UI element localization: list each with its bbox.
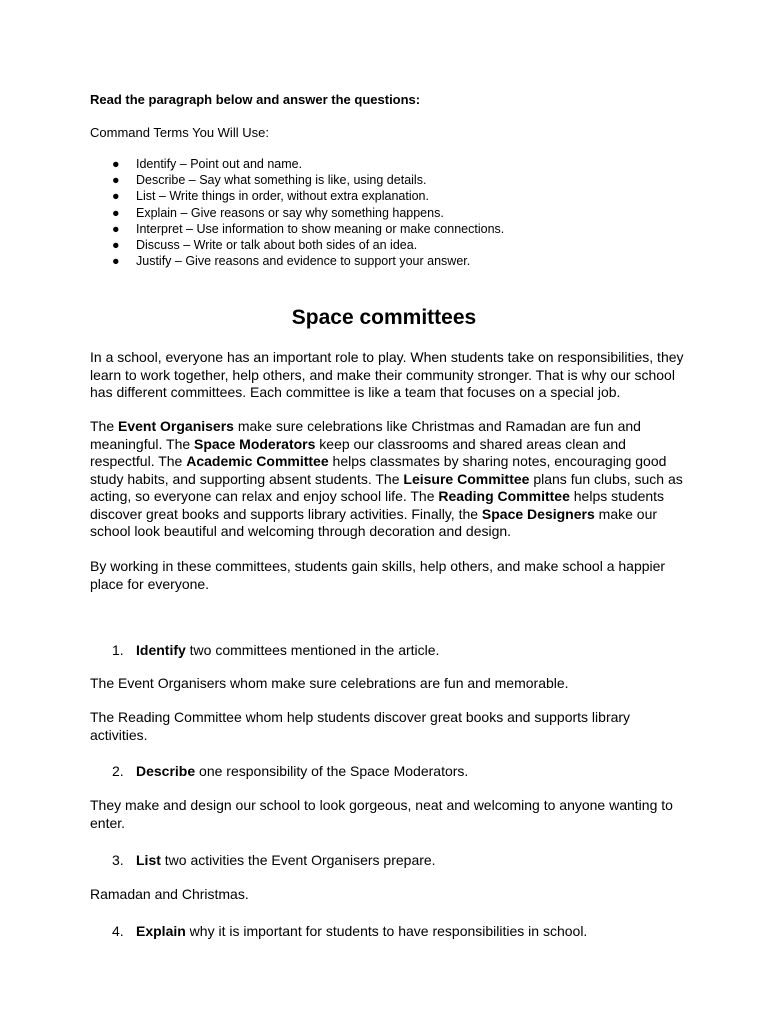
answer-text: The Event Organisers whom make sure celebrations are fun and memorable. bbox=[90, 675, 569, 691]
text-run: respectful. The bbox=[90, 453, 187, 469]
paragraph-line: In a school, everyone has an important role to play. When students take on responsibilities, they bbox=[90, 349, 684, 365]
question-prompt: two committees mentioned in the article. bbox=[185, 642, 440, 658]
list-item bbox=[90, 205, 504, 221]
paragraph-line bbox=[90, 436, 626, 454]
text-run: helps students bbox=[569, 488, 665, 504]
paragraph-line: By working in these committees, students gain skills, help others, and make school a happier bbox=[90, 558, 666, 574]
command-term: Explain bbox=[136, 923, 186, 939]
term-text: Identify – Point out and name. bbox=[136, 157, 303, 171]
term-text: List – Write things in order, without extra explanation. bbox=[136, 189, 429, 204]
term-text: Discuss – Write or talk about both sides of an idea. bbox=[136, 238, 418, 253]
command-term: Describe bbox=[136, 763, 196, 779]
answer-text: enter. bbox=[90, 815, 126, 831]
bullet-icon: ● bbox=[112, 205, 120, 220]
paragraph-line bbox=[90, 418, 641, 436]
committee-name: Reading Committee bbox=[438, 488, 570, 504]
text-run: make sure celebrations like Christmas and Ramadan are fun and bbox=[233, 418, 641, 434]
bullet-icon: ● bbox=[112, 173, 120, 188]
term-text: Justify – Give reasons and evidence to support your answer. bbox=[136, 254, 471, 269]
text-run: make our bbox=[594, 505, 658, 522]
paragraph-line bbox=[90, 453, 666, 471]
question-number: 4. bbox=[112, 923, 124, 939]
list-item bbox=[90, 237, 504, 253]
question-text bbox=[136, 851, 436, 869]
paragraph-line bbox=[90, 506, 657, 524]
article-title: Space committees bbox=[291, 306, 477, 329]
bullet-icon: ● bbox=[112, 254, 120, 269]
paragraph-line: learn to work together, help others, and make their community stronger. That is why our school bbox=[90, 366, 675, 383]
question-prompt: two activities the Event Organisers prepare. bbox=[160, 852, 436, 868]
answer-text: They make and design our school to look gorgeous, neat and welcoming to anyone wanting to bbox=[90, 797, 673, 813]
paragraph-line: place for everyone. bbox=[90, 575, 210, 592]
text-run: The bbox=[90, 418, 119, 434]
question-text bbox=[136, 922, 587, 940]
text-run: acting, so everyone can relax and enjoy school life. The bbox=[90, 488, 439, 504]
command-term: List bbox=[136, 852, 161, 868]
question-prompt: why it is important for students to have responsibilities in school. bbox=[185, 923, 588, 939]
question-text bbox=[136, 762, 468, 780]
list-item bbox=[90, 172, 504, 188]
command-terms-intro: Command Terms You Will Use: bbox=[90, 125, 269, 140]
list-item bbox=[90, 221, 504, 237]
bullet-icon: ● bbox=[112, 157, 120, 171]
question-text bbox=[136, 641, 439, 659]
question-number: 1. bbox=[112, 642, 124, 658]
paragraph-line bbox=[90, 471, 683, 489]
paragraph-line: school look beautiful and welcoming through decoration and design. bbox=[90, 523, 512, 539]
text-run: discover great books and supports library activities. Finally, the bbox=[90, 505, 482, 522]
question-prompt: one responsibility of the Space Moderators. bbox=[195, 763, 469, 779]
text-run: meaningful. The bbox=[90, 435, 195, 452]
term-text: Describe – Say what something is like, using details. bbox=[136, 173, 427, 188]
text-run: study habits, and supporting absent students. The bbox=[90, 470, 404, 487]
committee-name: Space Moderators bbox=[194, 435, 316, 452]
list-item bbox=[90, 188, 504, 204]
committee-name: Leisure Committee bbox=[403, 470, 530, 487]
text-run: plans fun clubs, such as bbox=[529, 470, 683, 487]
committee-name: Academic Committee bbox=[186, 453, 329, 469]
paragraph-line: has different committees. Each committee is like a team that focuses on a special job. bbox=[90, 384, 621, 400]
list-item bbox=[90, 156, 504, 172]
answer-text: Ramadan and Christmas. bbox=[90, 886, 249, 902]
command-terms-list bbox=[90, 156, 504, 269]
list-item bbox=[90, 253, 504, 269]
bullet-icon: ● bbox=[112, 238, 120, 253]
committee-name: Space Designers bbox=[481, 505, 595, 522]
command-term: Identify bbox=[136, 642, 186, 658]
committee-name: Event Organisers bbox=[118, 418, 234, 434]
bullet-icon: ● bbox=[112, 189, 120, 204]
answer-text: The Reading Committee whom help students discover great books and supports library bbox=[90, 709, 631, 725]
question-number: 2. bbox=[112, 763, 124, 779]
paragraph-line bbox=[90, 488, 664, 506]
text-run: keep our classrooms and shared areas clean and bbox=[315, 435, 626, 452]
question-number: 3. bbox=[112, 852, 124, 868]
term-text: Explain – Give reasons or say why something happens. bbox=[136, 205, 444, 220]
bullet-icon: ● bbox=[112, 221, 120, 236]
answer-text: activities. bbox=[90, 726, 148, 743]
text-run: helps classmates by sharing notes, encouraging good bbox=[328, 453, 667, 469]
term-text: Interpret – Use information to show meaning or make connections. bbox=[136, 221, 505, 236]
instructions-heading: Read the paragraph below and answer the questions: bbox=[90, 92, 421, 107]
